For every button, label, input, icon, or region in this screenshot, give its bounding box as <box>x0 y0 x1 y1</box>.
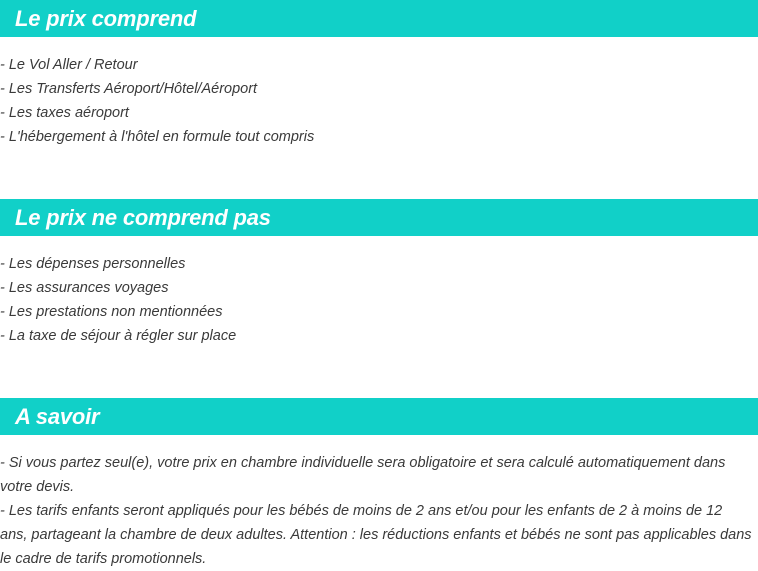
section-title: Le prix comprend <box>15 6 197 31</box>
paragraph: - Les tarifs enfants seront appliqués pour les bébés de moins de 2 ans et/ou pour les enfants de 2 à moins de 12 ans, partageant la chambre de deux adultes. Attention : les réductions enfants et bébés ne sont pas applicables dans le cadre de tarifs promotionnels. <box>0 503 752 567</box>
section-header-not-included <box>0 199 758 236</box>
list-item: - Les Transferts Aéroport/Hôtel/Aéroport <box>0 81 258 97</box>
list-item: - Les prestations non mentionnées <box>0 304 223 320</box>
list-item: - Les assurances voyages <box>0 280 169 296</box>
list-item: - Le Vol Aller / Retour <box>0 57 138 73</box>
section-header-included <box>0 0 758 37</box>
section-title: Le prix ne comprend pas <box>15 205 271 230</box>
section-not-included <box>0 199 758 398</box>
section-good-to-know <box>0 398 758 571</box>
paragraph: - Si vous partez seul(e), votre prix en chambre individuelle sera obligatoire et sera calculé automatiquement dans votre devis. <box>0 455 726 495</box>
section-body-included <box>0 37 758 199</box>
section-included <box>0 0 758 199</box>
section-header-good-to-know <box>0 398 758 435</box>
list-item: - Les taxes aéroport <box>0 105 129 121</box>
list-item: - Les dépenses personnelles <box>0 256 186 272</box>
section-body-good-to-know <box>0 435 758 571</box>
list-item: - La taxe de séjour à régler sur place <box>0 328 237 344</box>
section-title: A savoir <box>15 404 100 429</box>
list-item: - L'hébergement à l'hôtel en formule tout compris <box>0 129 315 145</box>
section-body-not-included <box>0 236 758 398</box>
